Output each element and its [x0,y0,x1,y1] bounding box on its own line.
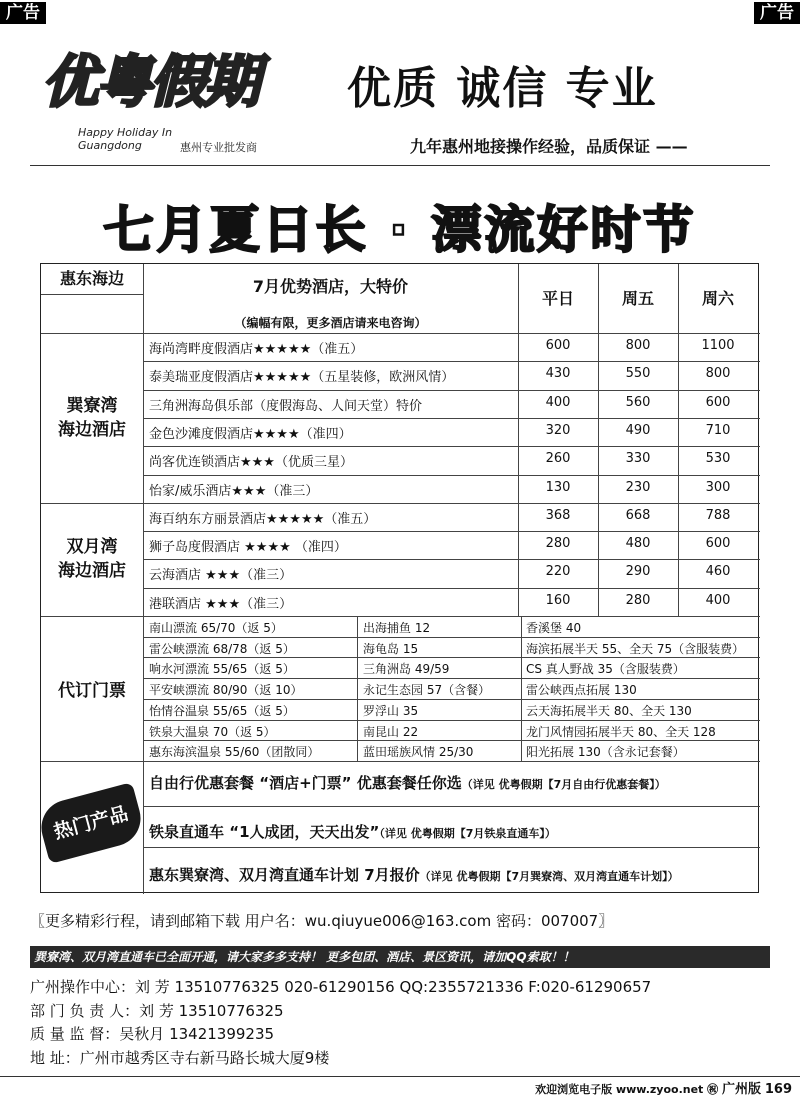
price-cell: 560 [625,394,651,410]
promo-free-travel-main: 自由行优惠套餐 “酒店+门票” 优惠套餐任你选 [149,774,462,792]
price-cell: 1100 [701,338,735,353]
row-line [143,418,760,419]
promo-tiequan-bus-main: 铁泉直通车 “1人成团，天天出发” [149,823,380,841]
ticket-item: 南山漂流 65/70（返 5） [149,621,283,635]
ticket-line [143,720,760,721]
hotel-name: 云海酒店 ★★★（准三） [149,568,293,584]
price-cell: 300 [705,479,731,495]
price-cell: 220 [545,564,571,580]
hotel-name: 海尚湾畔度假酒店★★★★★（准五） [149,342,364,357]
table-title: 7月优势酒店，大特价 [252,277,409,296]
col-friday: 周五 [621,289,654,308]
ticket-line [143,740,760,741]
price-cell: 600 [705,536,731,552]
price-cell: 280 [625,592,651,608]
price-cell: 530 [705,451,731,467]
price-cell: 260 [545,451,571,467]
ticket-item: 海龟岛 15 [363,641,419,656]
price-cell: 480 [625,536,651,552]
col-saturday: 周六 [701,289,734,308]
slogan: 优质 诚信 专业 [347,63,658,114]
ticket-line [143,637,760,638]
ticket-line [143,657,760,658]
price-cell: 800 [625,338,651,353]
promo-line [143,806,760,807]
price-cell: 330 [625,451,651,467]
promo-free-travel [149,772,666,793]
col-weekday: 平日 [541,289,574,308]
ticket-item: 三角洲岛 49/59 [363,662,450,677]
row-line [143,588,760,589]
ticket-line [143,678,760,679]
price-cell: 600 [705,394,731,410]
ticket-line [143,699,760,700]
footer-divider [0,1076,800,1077]
hotel-name: 海百纳东方丽景酒店★★★★★（准五） [149,511,377,527]
price-cell: 460 [705,564,731,580]
ticket-item: 雷公峡漂流 68/78（返 5） [149,641,295,656]
ticket-item: 云天海拓展半天 80、全天 130 [526,703,692,718]
promo-line [143,847,760,848]
page-number: 169 [764,1082,792,1097]
row-line [143,559,760,560]
row-line [143,390,760,391]
price-cell: 130 [545,479,571,495]
page-footer: 欢迎浏览电子版 www.zyoo.net ㊗ 广州版 169 [535,1082,792,1097]
row-line [143,531,760,532]
section-label: 巽寮湾 海边酒店 [58,395,126,440]
hotel-name: 狮子岛度假酒店 ★★★★ （准四） [149,540,347,556]
region-line [41,294,143,295]
ad-tag-left: 广告 [0,2,46,24]
ticket-item: 蓝田瑶族风情 25/30 [363,745,474,760]
logo-line1: Happy Holiday In [78,126,173,139]
headline: 七月夏日长 · 漂流好时节 [103,201,697,259]
ticket-item: 惠东海滨温泉 55/60（团散同） [149,745,320,760]
hot-products-badge: 热门产品 [35,782,147,864]
logo-line2: Guangdong [78,139,142,152]
ad-tag-right: 广告 [754,2,800,24]
promo-tiequan-bus-note: （详见 优粤假期【7月铁泉直通车】） [379,827,556,840]
promo-huidong-bus [149,864,679,885]
ticket-item: 永记生态园 57（含餐） [363,683,491,698]
ticket-item: 雷公峡西点拓展 130 [526,683,637,698]
price-cell: 368 [545,507,571,523]
logo [30,38,340,163]
tickets-label: 代订门票 [58,681,126,701]
price-cell: 668 [625,507,651,523]
ticket-item: 出海捕鱼 12 [363,621,431,635]
section-line [41,616,760,617]
ticket-col-line [357,616,358,761]
divider [30,165,770,166]
ticket-item: 响水河漂流 55/65（返 5） [149,662,295,677]
price-cell: 280 [545,536,571,552]
site-url: 欢迎浏览电子版 www.zyoo.net [535,1083,704,1096]
hotel-name: 泰美瑞亚度假酒店★★★★★（五星装修，欧洲风情） [149,370,455,386]
ticket-item: 香溪堡 40 [526,621,582,635]
logo-main: 优粤假期 [42,50,258,115]
price-cell: 490 [625,422,651,438]
ticket-item: 南昆山 22 [363,724,419,739]
price-cell: 788 [705,507,731,523]
header-line [41,333,760,334]
price-cell: 400 [545,394,571,410]
price-cell: 400 [705,592,731,608]
section-label: 双月湾 海边酒店 [58,537,126,582]
ticket-item: 平安峡漂流 80/90（返 10） [149,683,303,698]
price-cell: 320 [545,422,571,438]
logo-english [78,126,172,152]
col-line [143,264,144,894]
price-cell: 550 [625,366,651,382]
ticket-item: 铁泉大温泉 70（返 5） [149,724,276,739]
row-line [143,475,760,476]
ticket-col-line [521,616,522,761]
ticket-item: 海滨拓展半天 55、全天 75（含服装费） [526,641,745,656]
contact-quality: 质 量 监 督：吴秋月 13421399235 [30,1025,275,1043]
row-line [143,361,760,362]
hotel-name: 三角洲海岛俱乐部（度假海岛、人间天堂）特价 [149,398,423,414]
contact-operations: 广州操作中心：刘 芳 13510776325 020-61290156 QQ:2355721336 F:020-61290657 [30,978,652,996]
row-line [143,446,760,447]
ticket-item: 阳光拓展 130（含永记套餐） [526,745,685,760]
col-line [678,264,679,616]
logo-chinese-sub: 惠州专业批发商 [180,141,257,154]
price-cell: 430 [545,366,571,382]
promo-huidong-bus-main: 惠东巽寮湾、双月湾直通车计划 7月报价 [149,866,420,884]
ticket-item: 罗浮山 35 [363,703,419,718]
price-cell: 290 [625,564,651,580]
price-cell: 230 [625,479,651,495]
price-cell: 710 [705,422,731,438]
sub-slogan: 九年惠州地接操作经验，品质保证 —— [410,137,688,156]
promo-free-travel-note: （详见 优粤假期【7月自由行优惠套餐】） [461,778,666,791]
tickets-end-line [41,761,760,762]
price-table [40,263,759,893]
region-label: 惠东海边 [59,269,124,288]
ticket-item: 怡情谷温泉 55/65（返 5） [149,703,295,718]
hotel-name: 尚客优连锁酒店★★★（优质三星） [149,455,353,471]
col-line [598,264,599,616]
ticket-item: CS 真人野战 35（含服装费） [526,662,685,677]
hotel-name: 金色沙滩度假酒店★★★★（准四） [149,426,352,442]
promo-banner: 巽寮湾、双月湾直通车已全面开通，请大家多多支持！ 更多包团、酒店、景区资讯，请加QQ索取！！ [30,946,770,968]
contact-manager: 部 门 负 责 人：刘 芳 13510776325 [30,1002,284,1020]
hotel-name: 港联酒店 ★★★（准三） [149,596,293,612]
price-cell: 600 [545,338,571,353]
download-info: 〖更多精彩行程，请到邮箱下载 用户名：wu.qiuyue006@163.com 密码：007007〗 [30,912,614,930]
table-note: （编幅有限，更多酒店请来电咨询） [234,316,427,330]
section-line [41,503,760,504]
promo-huidong-bus-note: （详见 优粤假期【7月巽寮湾、双月湾直通车计划】） [419,870,679,883]
ticket-item: 龙门风情园拓展半天 80、全天 128 [526,724,716,739]
col-line [518,264,519,616]
hotel-name: 怡家/威乐酒店★★★（准三） [149,483,319,499]
price-cell: 800 [705,366,731,382]
promo-tiequan-bus [149,821,556,842]
contact-address: 地 址：广州市越秀区寺右新马路长城大厦9楼 [30,1049,330,1067]
price-cell: 160 [545,592,571,608]
edition: 广州版 [722,1082,762,1097]
